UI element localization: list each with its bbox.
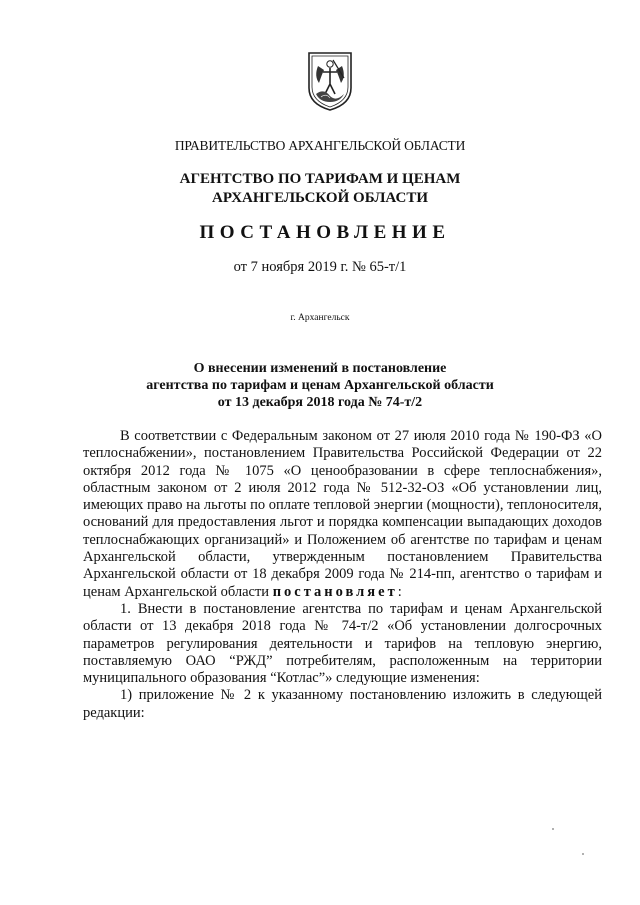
subject-line2: агентства по тарифам и ценам Архангельской области [146, 378, 494, 393]
subject-line3: от 13 декабря 2018 года № 74-т/2 [217, 395, 423, 410]
scan-speck [582, 853, 584, 855]
agency-name [0, 170, 640, 208]
document-date-number: от 7 ноября 2019 г. № 65-т/1 [233, 259, 407, 275]
document-subject [0, 360, 640, 411]
scan-speck [552, 828, 554, 830]
resolves-keyword: постановляет [272, 583, 398, 600]
subject-line1: О внесении изменений в постановление [193, 361, 447, 376]
agency-name-line1: АГЕНТСТВО ПО ТАРИФАМ И ЦЕНАМ [179, 171, 461, 187]
document-type-title: ПОСТАНОВЛЕНИЕ [199, 222, 451, 243]
preamble-text: В соответствии с Федеральным законом от 27 июля 2010 года № 190-ФЗ «О теплоснабжении», постановлением Правительства Российской Федерации от 22 октября 2012 года № 1075 «О ценообразовании в сфере теплоснабжения», областным законом от 2 июля 2012 года № 512-32-ОЗ «Об установлении лиц, имеющих право на льготы по оплате тепловой энергии (мощности), теплоносителя, оснований для предоставления льгот и порядка компенсации выпадающих доходов теплоснабжающих организаций» и Положением об агентстве по тарифам и ценам Архангельской области, утвержденным постановлением Правительства Архангельской области от 18 декабря 2009 года № 214-пп, агентство о тарифам и ценам Архангельской области [83, 428, 602, 600]
clause-1-1-paragraph: 1) приложение № 2 к указанному постановлению изложить в следующей редакции: [83, 687, 602, 721]
government-name: ПРАВИТЕЛЬСТВО АРХАНГЕЛЬСКОЙ ОБЛАСТИ [174, 138, 466, 153]
clause-1-paragraph: 1. Внести в постановление агентства по тарифам и ценам Архангельской области от 13 декабря 2018 года № 74-т/2 «Об установлении долгосрочных параметров регулирования деятельности и тарифов на тепловую энергию, поставляемую ОАО “РЖД” потребителям, расположенным на территории муниципального образования “Котлас”» следующие изменения: [83, 600, 602, 687]
document-body [83, 428, 602, 722]
agency-name-line2: АРХАНГЕЛЬСКОЙ ОБЛАСТИ [212, 190, 428, 206]
preamble-end: : [397, 583, 402, 600]
preamble-paragraph [83, 428, 602, 601]
document-city: г. Архангельск [290, 313, 350, 323]
arkhangelsk-coat-of-arms-icon [306, 50, 354, 112]
